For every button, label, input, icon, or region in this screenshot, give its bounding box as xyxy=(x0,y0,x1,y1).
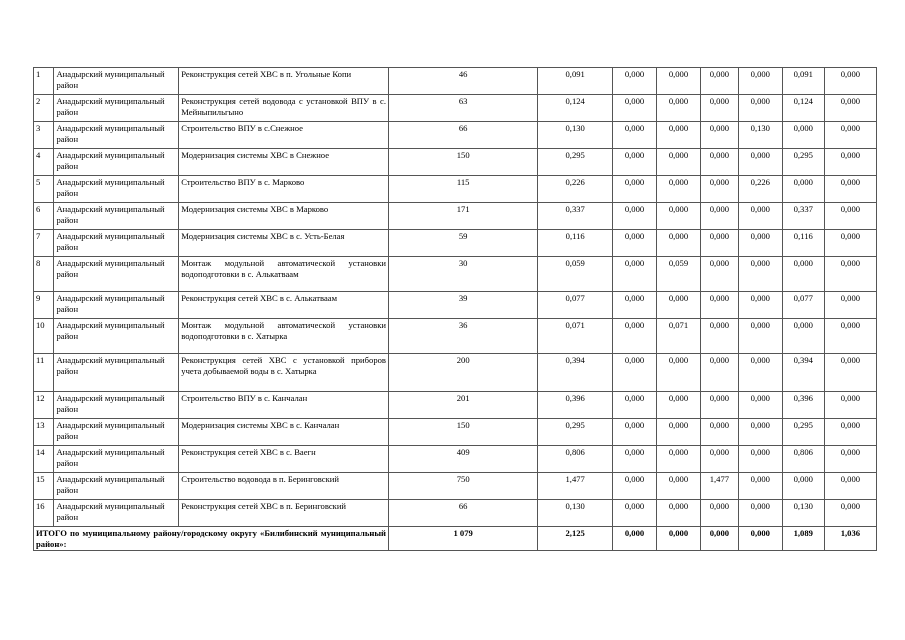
value-cell: 0,130 xyxy=(738,122,782,149)
value-cell: 0,000 xyxy=(657,292,701,319)
district-cell: Анадырский муниципальный район xyxy=(54,319,179,354)
value-cell: 0,116 xyxy=(782,230,824,257)
value-cell: 0,130 xyxy=(538,122,613,149)
district-cell: Анадырский муниципальный район xyxy=(54,446,179,473)
object-cell: Модернизация системы ХВС в Снежное xyxy=(179,149,389,176)
district-cell: Анадырский муниципальный район xyxy=(54,419,179,446)
row-number: 15 xyxy=(34,473,54,500)
value-cell: 0,000 xyxy=(613,473,657,500)
district-cell: Анадырский муниципальный район xyxy=(54,95,179,122)
value-cell: 0,000 xyxy=(824,419,876,446)
value-cell: 0,295 xyxy=(538,419,613,446)
value-cell: 0,000 xyxy=(824,176,876,203)
value-cell: 0,000 xyxy=(613,68,657,95)
table-row xyxy=(34,68,877,95)
value-cell: 0,000 xyxy=(613,203,657,230)
total-value: 0,000 xyxy=(738,527,782,551)
district-cell: Анадырский муниципальный район xyxy=(54,203,179,230)
value-cell: 0,000 xyxy=(824,203,876,230)
value-cell: 66 xyxy=(388,122,537,149)
value-cell: 0,000 xyxy=(738,473,782,500)
value-cell: 0,000 xyxy=(613,392,657,419)
value-cell: 0,000 xyxy=(738,354,782,392)
district-cell: Анадырский муниципальный район xyxy=(54,500,179,527)
object-cell: Строительство ВПУ в с. Марково xyxy=(179,176,389,203)
value-cell: 0,000 xyxy=(657,500,701,527)
value-cell: 0,226 xyxy=(738,176,782,203)
value-cell: 0,000 xyxy=(782,176,824,203)
value-cell: 0,000 xyxy=(657,68,701,95)
object-cell: Реконструкция сетей водовода с установкой ВПУ в с. Мейныпильгыно xyxy=(179,95,389,122)
total-row xyxy=(34,527,877,551)
value-cell: 0,000 xyxy=(824,257,876,292)
table-row xyxy=(34,176,877,203)
value-cell: 0,806 xyxy=(538,446,613,473)
value-cell: 0,000 xyxy=(738,68,782,95)
value-cell: 0,000 xyxy=(738,149,782,176)
total-value: 1 079 xyxy=(388,527,537,551)
value-cell: 0,077 xyxy=(782,292,824,319)
value-cell: 0,000 xyxy=(824,122,876,149)
row-number: 11 xyxy=(34,354,54,392)
value-cell: 409 xyxy=(388,446,537,473)
row-number: 9 xyxy=(34,292,54,319)
value-cell: 0,000 xyxy=(824,446,876,473)
object-cell: Модернизация системы ХВС в с. Канчалан xyxy=(179,419,389,446)
value-cell: 0,000 xyxy=(613,230,657,257)
value-cell: 115 xyxy=(388,176,537,203)
table-row xyxy=(34,500,877,527)
object-cell: Реконструкция сетей ХВС с установкой приборов учета добываемой воды в с. Хатырка xyxy=(179,354,389,392)
total-value: 0,000 xyxy=(700,527,738,551)
value-cell: 0,000 xyxy=(700,122,738,149)
value-cell: 0,000 xyxy=(700,354,738,392)
value-cell: 0,000 xyxy=(700,68,738,95)
value-cell: 0,000 xyxy=(738,257,782,292)
row-number: 1 xyxy=(34,68,54,95)
value-cell: 0,000 xyxy=(657,446,701,473)
value-cell: 0,000 xyxy=(700,292,738,319)
investment-table xyxy=(33,67,877,551)
district-cell: Анадырский муниципальный район xyxy=(54,149,179,176)
value-cell: 0,000 xyxy=(700,500,738,527)
value-cell: 0,394 xyxy=(538,354,613,392)
value-cell: 0,000 xyxy=(824,500,876,527)
value-cell: 0,000 xyxy=(700,95,738,122)
value-cell: 0,000 xyxy=(782,122,824,149)
table-row xyxy=(34,257,877,292)
value-cell: 1,477 xyxy=(700,473,738,500)
total-value: 2,125 xyxy=(538,527,613,551)
table-row xyxy=(34,203,877,230)
value-cell: 0,071 xyxy=(657,319,701,354)
value-cell: 0,059 xyxy=(538,257,613,292)
value-cell: 0,000 xyxy=(738,203,782,230)
value-cell: 0,000 xyxy=(700,419,738,446)
value-cell: 0,396 xyxy=(538,392,613,419)
value-cell: 0,000 xyxy=(824,292,876,319)
value-cell: 0,000 xyxy=(613,500,657,527)
value-cell: 0,091 xyxy=(538,68,613,95)
value-cell: 0,000 xyxy=(738,419,782,446)
value-cell: 750 xyxy=(388,473,537,500)
total-label: ИТОГО по муниципальному району/городскому округу «Билибинский муниципальный район»: xyxy=(34,527,389,551)
value-cell: 0,116 xyxy=(538,230,613,257)
value-cell: 0,000 xyxy=(700,319,738,354)
total-value: 1,089 xyxy=(782,527,824,551)
value-cell: 0,000 xyxy=(657,95,701,122)
row-number: 13 xyxy=(34,419,54,446)
value-cell: 36 xyxy=(388,319,537,354)
value-cell: 0,000 xyxy=(613,292,657,319)
value-cell: 0,000 xyxy=(613,354,657,392)
object-cell: Монтаж модульной автоматической установки водоподготовки в с. Алькатваам xyxy=(179,257,389,292)
value-cell: 0,130 xyxy=(782,500,824,527)
value-cell: 0,000 xyxy=(824,230,876,257)
total-value: 0,000 xyxy=(613,527,657,551)
value-cell: 0,077 xyxy=(538,292,613,319)
value-cell: 0,000 xyxy=(657,230,701,257)
object-cell: Модернизация системы ХВС в с. Усть-Белая xyxy=(179,230,389,257)
value-cell: 0,000 xyxy=(657,419,701,446)
value-cell: 150 xyxy=(388,419,537,446)
row-number: 12 xyxy=(34,392,54,419)
value-cell: 0,000 xyxy=(738,392,782,419)
value-cell: 150 xyxy=(388,149,537,176)
district-cell: Анадырский муниципальный район xyxy=(54,68,179,95)
row-number: 8 xyxy=(34,257,54,292)
value-cell: 0,000 xyxy=(738,230,782,257)
value-cell: 0,000 xyxy=(824,392,876,419)
value-cell: 0,394 xyxy=(782,354,824,392)
value-cell: 0,806 xyxy=(782,446,824,473)
value-cell: 0,000 xyxy=(700,446,738,473)
object-cell: Монтаж модульной автоматической установки водоподготовки в с. Хатырка xyxy=(179,319,389,354)
district-cell: Анадырский муниципальный район xyxy=(54,392,179,419)
value-cell: 0,000 xyxy=(824,354,876,392)
value-cell: 0,000 xyxy=(824,319,876,354)
object-cell: Модернизация системы ХВС в Марково xyxy=(179,203,389,230)
value-cell: 0,000 xyxy=(700,257,738,292)
value-cell: 0,000 xyxy=(657,122,701,149)
district-cell: Анадырский муниципальный район xyxy=(54,230,179,257)
table-row xyxy=(34,149,877,176)
value-cell: 0,000 xyxy=(824,68,876,95)
row-number: 4 xyxy=(34,149,54,176)
value-cell: 0,000 xyxy=(613,419,657,446)
value-cell: 0,071 xyxy=(538,319,613,354)
value-cell: 46 xyxy=(388,68,537,95)
value-cell: 0,000 xyxy=(613,257,657,292)
table-row xyxy=(34,95,877,122)
value-cell: 0,000 xyxy=(657,203,701,230)
row-number: 14 xyxy=(34,446,54,473)
row-number: 10 xyxy=(34,319,54,354)
object-cell: Строительство водовода в п. Беринговский xyxy=(179,473,389,500)
table-row xyxy=(34,354,877,392)
value-cell: 171 xyxy=(388,203,537,230)
value-cell: 0,000 xyxy=(613,319,657,354)
object-cell: Реконструкция сетей ХВС в п. Беринговский xyxy=(179,500,389,527)
value-cell: 0,000 xyxy=(738,319,782,354)
object-cell: Строительство ВПУ в с. Канчалан xyxy=(179,392,389,419)
value-cell: 0,091 xyxy=(782,68,824,95)
object-cell: Строительство ВПУ в с.Снежное xyxy=(179,122,389,149)
value-cell: 0,295 xyxy=(538,149,613,176)
value-cell: 0,000 xyxy=(782,319,824,354)
value-cell: 0,226 xyxy=(538,176,613,203)
value-cell: 0,000 xyxy=(738,446,782,473)
object-cell: Реконструкция сетей ХВС в с. Ваегн xyxy=(179,446,389,473)
value-cell: 0,337 xyxy=(782,203,824,230)
row-number: 6 xyxy=(34,203,54,230)
value-cell: 0,000 xyxy=(738,500,782,527)
value-cell: 0,396 xyxy=(782,392,824,419)
table-row xyxy=(34,446,877,473)
row-number: 3 xyxy=(34,122,54,149)
district-cell: Анадырский муниципальный район xyxy=(54,473,179,500)
table-row xyxy=(34,473,877,500)
row-number: 2 xyxy=(34,95,54,122)
value-cell: 0,000 xyxy=(738,95,782,122)
district-cell: Анадырский муниципальный район xyxy=(54,257,179,292)
value-cell: 0,000 xyxy=(738,292,782,319)
value-cell: 0,000 xyxy=(613,95,657,122)
object-cell: Реконструкция сетей ХВС в п. Угольные Копи xyxy=(179,68,389,95)
value-cell: 201 xyxy=(388,392,537,419)
value-cell: 1,477 xyxy=(538,473,613,500)
value-cell: 66 xyxy=(388,500,537,527)
value-cell: 0,000 xyxy=(613,122,657,149)
value-cell: 0,124 xyxy=(782,95,824,122)
table-row xyxy=(34,292,877,319)
total-value: 0,000 xyxy=(657,527,701,551)
value-cell: 0,337 xyxy=(538,203,613,230)
value-cell: 0,000 xyxy=(613,176,657,203)
value-cell: 0,000 xyxy=(700,176,738,203)
value-cell: 0,130 xyxy=(538,500,613,527)
value-cell: 63 xyxy=(388,95,537,122)
table-row xyxy=(34,319,877,354)
value-cell: 0,000 xyxy=(700,230,738,257)
total-value: 1,036 xyxy=(824,527,876,551)
district-cell: Анадырский муниципальный район xyxy=(54,176,179,203)
district-cell: Анадырский муниципальный район xyxy=(54,354,179,392)
value-cell: 0,000 xyxy=(824,149,876,176)
value-cell: 0,000 xyxy=(824,473,876,500)
row-number: 5 xyxy=(34,176,54,203)
district-cell: Анадырский муниципальный район xyxy=(54,122,179,149)
row-number: 16 xyxy=(34,500,54,527)
value-cell: 0,000 xyxy=(782,473,824,500)
value-cell: 30 xyxy=(388,257,537,292)
value-cell: 0,295 xyxy=(782,149,824,176)
table-row xyxy=(34,230,877,257)
value-cell: 0,000 xyxy=(700,149,738,176)
value-cell: 59 xyxy=(388,230,537,257)
table-row xyxy=(34,122,877,149)
value-cell: 0,059 xyxy=(657,257,701,292)
object-cell: Реконструкция сетей ХВС в с. Алькатваам xyxy=(179,292,389,319)
value-cell: 0,000 xyxy=(613,149,657,176)
value-cell: 0,000 xyxy=(657,473,701,500)
value-cell: 0,000 xyxy=(782,257,824,292)
value-cell: 200 xyxy=(388,354,537,392)
value-cell: 39 xyxy=(388,292,537,319)
value-cell: 0,000 xyxy=(700,392,738,419)
value-cell: 0,000 xyxy=(824,95,876,122)
value-cell: 0,000 xyxy=(613,446,657,473)
table-row xyxy=(34,419,877,446)
value-cell: 0,295 xyxy=(782,419,824,446)
table-row xyxy=(34,392,877,419)
value-cell: 0,124 xyxy=(538,95,613,122)
row-number: 7 xyxy=(34,230,54,257)
value-cell: 0,000 xyxy=(657,176,701,203)
value-cell: 0,000 xyxy=(657,149,701,176)
table-body xyxy=(34,68,877,527)
value-cell: 0,000 xyxy=(700,203,738,230)
district-cell: Анадырский муниципальный район xyxy=(54,292,179,319)
value-cell: 0,000 xyxy=(657,392,701,419)
value-cell: 0,000 xyxy=(657,354,701,392)
